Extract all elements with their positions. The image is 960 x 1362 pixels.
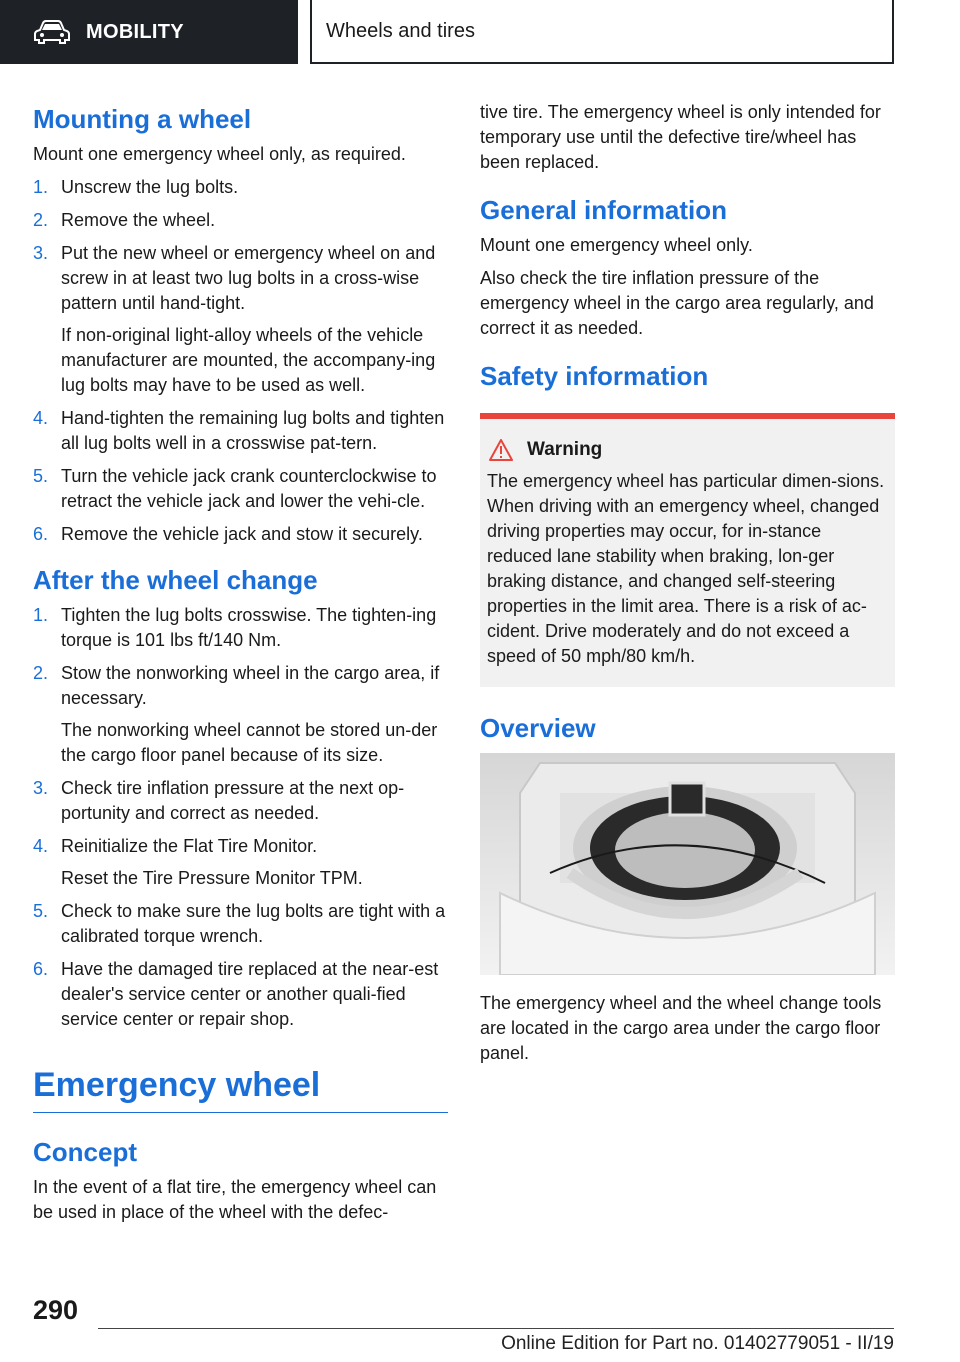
step-text: Remove the vehicle jack and stow it securely. xyxy=(61,524,423,544)
list-item xyxy=(33,241,448,398)
after-change-steps xyxy=(33,603,448,1032)
step-note: The nonworking wheel cannot be stored un-der the cargo floor panel because of its size. xyxy=(61,720,438,765)
overview-caption: The emergency wheel and the wheel change tools are located in the cargo area under the cargo floor panel. xyxy=(480,993,882,1063)
step-number: 5. xyxy=(33,901,49,921)
list-item xyxy=(33,603,448,653)
step-number: 6. xyxy=(33,524,49,544)
step-text: Tighten the lug bolts crosswise. The tighten-ing torque is 101 lbs ft/140 Nm. xyxy=(61,605,437,650)
mounting-steps xyxy=(33,175,448,547)
step-number: 1. xyxy=(33,605,49,625)
step-text: Hand-tighten the remaining lug bolts and tighten all lug bolts well in a crosswise pat-tern. xyxy=(61,408,445,453)
step-text: Check to make sure the lug bolts are tight with a calibrated torque wrench. xyxy=(61,901,446,946)
list-item xyxy=(33,175,448,200)
continued-text: tive tire. The emergency wheel is only intended for temporary use until the defective tire/wheel has been replaced. xyxy=(480,102,881,172)
step-number: 6. xyxy=(33,959,49,979)
heading-mounting: Mounting a wheel xyxy=(33,104,252,134)
list-item xyxy=(33,522,448,547)
step-text: Have the damaged tire replaced at the near-est dealer's service center or another quali-fied service center or repair shop. xyxy=(61,959,439,1029)
general-p1: Mount one emergency wheel only. xyxy=(480,235,753,255)
step-text: Put the new wheel or emergency wheel on and screw in at least two lug bolts in a cross-wise pattern until hand-tight. xyxy=(61,243,436,313)
step-text: Stow the nonworking wheel in the cargo area, if necessary. xyxy=(61,663,440,708)
step-number: 3. xyxy=(33,778,49,798)
step-note: If non-original light-alloy wheels of the vehicle manufacturer are mounted, the accompany-ing lug bolts may have to be used as well. xyxy=(61,325,436,395)
heading-safety-information: Safety information xyxy=(480,361,709,391)
step-text: Remove the wheel. xyxy=(61,210,216,230)
step-number: 3. xyxy=(33,243,49,263)
list-item xyxy=(33,464,448,514)
right-column xyxy=(480,100,895,1074)
warning-box xyxy=(480,413,895,687)
warning-title: Warning xyxy=(527,439,603,460)
edition-text: Online Edition for Part no. 01402779051 - II/19 xyxy=(501,1333,894,1354)
warning-text: The emergency wheel has particular dimen-sions. When driving with an emergency wheel, changed driving properties may occur, for in-stance reduced lane stability when braking, lon-ger braking distance, and changed self-steering properties in the limit area. There is a risk of ac-cident. Drive moderately and do not exceed a speed of 50 mph/80 km/h. xyxy=(487,471,885,666)
list-item xyxy=(33,208,448,233)
step-number: 5. xyxy=(33,466,49,486)
section-tab xyxy=(0,0,298,64)
step-number: 2. xyxy=(33,210,49,230)
car-icon xyxy=(34,20,70,44)
step-text: Check tire inflation pressure at the next op-portunity and correct as needed. xyxy=(61,778,405,823)
step-text: Turn the vehicle jack crank counterclockwise to retract the vehicle jack and lower the vehi-cle. xyxy=(61,466,437,511)
step-text: Reinitialize the Flat Tire Monitor. xyxy=(61,836,318,856)
concept-text: In the event of a flat tire, the emergency wheel can be used in place of the wheel with the defec- xyxy=(33,1177,437,1222)
heading-after-change: After the wheel change xyxy=(33,565,318,595)
section-label: MOBILITY xyxy=(86,20,184,43)
mounting-intro: Mount one emergency wheel only, as required. xyxy=(33,144,406,164)
heading-overview: Overview xyxy=(480,713,596,743)
page-number: 290 xyxy=(33,1295,79,1325)
chapter-tab xyxy=(310,0,894,64)
cargo-area-photo xyxy=(480,753,895,975)
list-item xyxy=(33,899,448,949)
left-column xyxy=(33,100,448,1233)
list-item xyxy=(33,406,448,456)
list-item xyxy=(33,957,448,1032)
general-p2: Also check the tire inflation pressure of the emergency wheel in the cargo area regularly, and correct it as needed. xyxy=(480,268,874,338)
heading-general-information: General information xyxy=(480,195,728,225)
step-number: 1. xyxy=(33,177,49,197)
list-item xyxy=(33,661,448,768)
step-note: Reset the Tire Pressure Monitor TPM. xyxy=(61,868,363,888)
chapter-heading-emergency-wheel: Emergency wheel xyxy=(33,1062,448,1113)
step-number: 4. xyxy=(33,408,49,428)
chapter-label: Wheels and tires xyxy=(326,19,475,42)
list-item xyxy=(33,776,448,826)
step-number: 4. xyxy=(33,836,49,856)
heading-concept: Concept xyxy=(33,1137,137,1167)
footer-divider xyxy=(98,1328,894,1329)
list-item xyxy=(33,834,448,891)
step-text: Unscrew the lug bolts. xyxy=(61,177,239,197)
warning-triangle-icon xyxy=(489,439,513,461)
step-number: 2. xyxy=(33,663,49,683)
